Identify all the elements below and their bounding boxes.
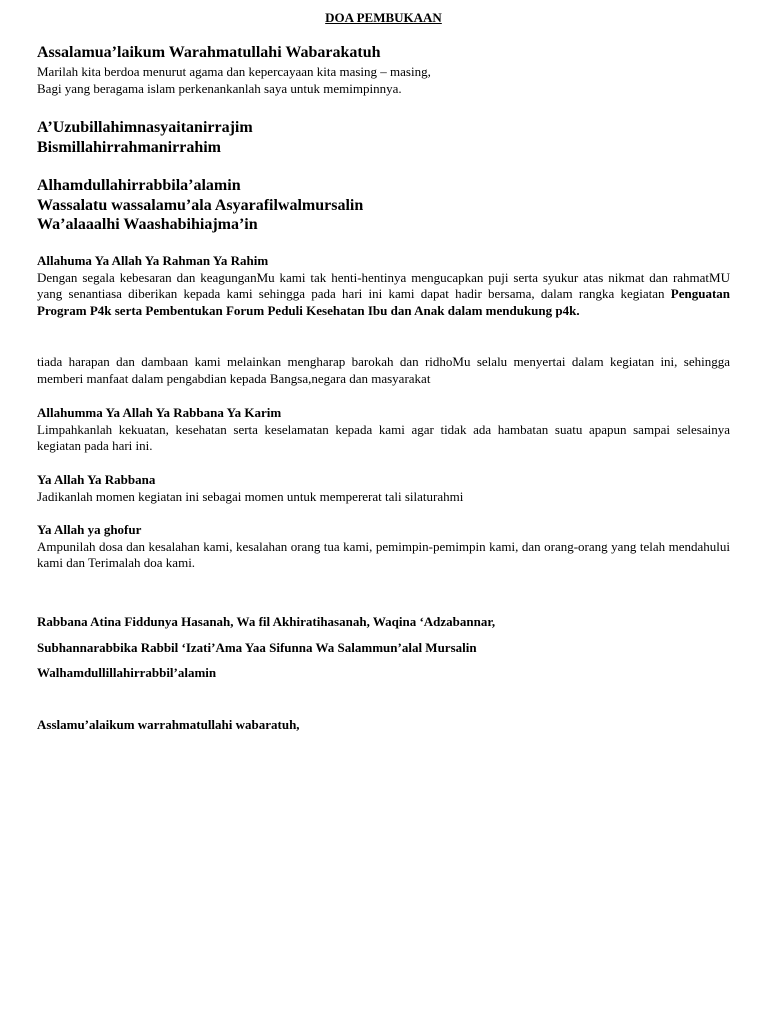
intro-line-1: Marilah kita berdoa menurut agama dan kepercayaan kita masing – masing, xyxy=(37,64,431,79)
prayer-section-4 xyxy=(37,472,730,505)
prayer-text-2: tiada harapan dan dambaan kami melainkan mengharap barokah dan ridhoMu selalu menyertai dalam kegiatan ini, sehingga memberi manfaat dalam pengabdian kepada Bangsa,negara dan masyarakat xyxy=(37,354,730,386)
prayer-section-3 xyxy=(37,405,730,455)
hamdalah-shalawat xyxy=(37,176,730,235)
hamdalah-line: Alhamdullahirrabbila’alamin xyxy=(37,177,241,194)
closing-line-1: Rabbana Atina Fiddunya Hasanah, Wa fil Akhiratihasanah, Waqina ‘Adzabannar, xyxy=(37,614,496,629)
event-name: Penguatan Program P4k serta Pembentukan Forum Peduli Kesehatan Ibu dan Anak dalam mendukung p4k. xyxy=(37,286,731,318)
prayer-heading-5: Ya Allah ya ghofur xyxy=(37,522,142,537)
document-title: DOA PEMBUKAAN xyxy=(325,10,442,25)
prayer-heading-4: Ya Allah Ya Rabbana xyxy=(37,472,156,487)
taawudz-basmalah xyxy=(37,118,730,157)
prayer-text-3: Limpahkanlah kekuatan, kesehatan serta keselamatan kepada kami agar tidak ada hambatan suatu apapun sampai selesainya kegiatan pada hari ini. xyxy=(37,421,730,453)
farewell-greeting: Asslamu’alaikum warrahmatullahi wabaratuh, xyxy=(37,717,300,732)
prayer-text-1-plain: Dengan segala kebesaran dan keagunganMu kami tak henti-hentinya mengucapkan puji serta syukur atas nikmat dan rahmatMU yang senantiasa diberikan kepada kami sehingga pada hari ini kami dapat hadir bersama, dalam rangka kegiatan xyxy=(37,269,730,301)
prayer-text-5: Ampunilah dosa dan kesalahan kami, kesalahan orang tua kami, pemimpin-pemimpin kami, dan orang-orang yang telah mendahului kami dan Terimalah doa kami. xyxy=(37,538,730,570)
prayer-heading-3: Allahumma Ya Allah Ya Rabbana Ya Karim xyxy=(37,405,282,420)
intro-paragraph xyxy=(37,64,730,97)
greeting: Assalamua’laikum Warahmatullahi Wabarakatuh xyxy=(37,44,381,61)
prayer-text-4: Jadikanlah momen kegiatan ini sebagai momen untuk mempererat tali silaturahmi xyxy=(37,488,464,504)
prayer-section-1 xyxy=(37,253,730,319)
shalawat-line-1: Wassalatu wassalamu’ala Asyarafilwalmursalin xyxy=(37,196,364,214)
closing-line-3: Walhamdullillahirrabbil’alamin xyxy=(37,665,217,680)
shalawat-line-2: Wa’alaaalhi Waashabihiajma’in xyxy=(37,216,258,233)
prayer-heading-1: Allahuma Ya Allah Ya Rahman Ya Rahim xyxy=(37,253,269,268)
taawudz-line: A’Uzubillahimnasyaitanirrajim xyxy=(37,119,253,136)
basmalah-line: Bismillahirrahmanirrahim xyxy=(37,138,221,156)
prayer-section-5 xyxy=(37,522,730,572)
closing-line-2: Subhannarabbika Rabbil ‘Izati’Ama Yaa Sifunna Wa Salammun’alal Mursalin xyxy=(37,640,477,655)
intro-line-2: Bagi yang beragama islam perkenankanlah saya untuk memimpinnya. xyxy=(37,80,402,96)
prayer-text-1 xyxy=(37,270,730,320)
